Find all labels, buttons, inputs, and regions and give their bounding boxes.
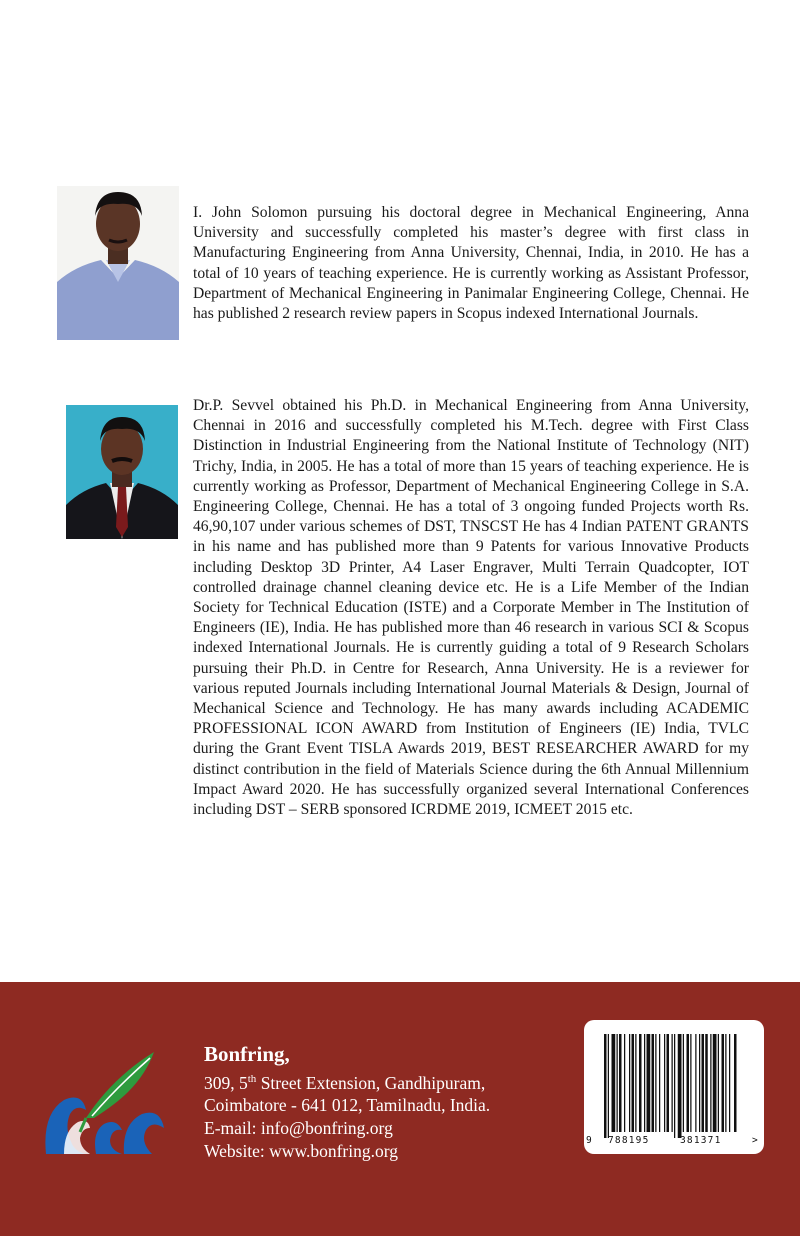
barcode-group-1: 788195 — [608, 1135, 650, 1146]
author1-photo — [57, 186, 179, 340]
barcode-bar — [632, 1034, 635, 1132]
barcode-bar — [655, 1034, 656, 1132]
publisher-logo — [42, 1048, 166, 1158]
barcode-bar — [667, 1034, 670, 1132]
barcode-bar — [624, 1034, 625, 1132]
barcode-bar — [617, 1034, 618, 1132]
barcode-bar — [672, 1034, 673, 1132]
barcode-bar — [608, 1034, 609, 1138]
barcode-bar — [647, 1034, 651, 1132]
barcode-icon — [594, 1034, 754, 1138]
publisher-city: Coimbatore - 641 012, Tamilnadu, India. — [204, 1095, 491, 1116]
barcode-bar — [644, 1034, 645, 1132]
quill-wave-logo-icon — [42, 1048, 166, 1158]
barcode-bar — [695, 1034, 696, 1132]
barcode-bar — [705, 1034, 708, 1132]
barcode-bar — [734, 1034, 737, 1132]
isbn-barcode — [584, 1020, 764, 1154]
barcode-bar — [725, 1034, 726, 1132]
barcode-bar — [690, 1034, 691, 1132]
barcode-bar — [687, 1034, 690, 1132]
barcode-bar — [635, 1034, 636, 1132]
barcode-bar — [619, 1034, 622, 1132]
barcode-bar — [702, 1034, 705, 1132]
barcode-lead-digit: 9 — [586, 1135, 593, 1146]
barcode-bar — [674, 1034, 675, 1138]
barcode-bar — [629, 1034, 630, 1132]
publisher-name: Bonfring, — [204, 1042, 290, 1066]
publisher-email[interactable]: E-mail: info@bonfring.org — [204, 1118, 393, 1139]
barcode-bar — [678, 1034, 682, 1138]
address-number: 309, 5 — [204, 1072, 248, 1093]
barcode-bar — [652, 1034, 655, 1132]
person-portrait-icon — [66, 405, 178, 539]
barcode-bar — [722, 1034, 725, 1132]
barcode-bar — [718, 1034, 719, 1132]
barcode-arrow: > — [752, 1135, 759, 1146]
barcode-bar — [729, 1034, 730, 1132]
barcode-bar — [639, 1034, 642, 1132]
publisher-details — [204, 1041, 490, 1162]
barcode-bar — [699, 1034, 700, 1132]
barcode-group-2: 381371 — [680, 1135, 722, 1146]
barcode-bar — [664, 1034, 665, 1132]
author2-bio: Dr.P. Sevvel obtained his Ph.D. in Mechanical Engineering from Anna University, Chennai in 2016 and successfully completed his M.Tech. degree with First Class Distinction in Industrial Engineering from the National Institute of Technology (NIT) Trichy, India, in 2005. He has a total of more than 15 years of teaching experience. He is currently working as Professor, Department of Mechanical Engineering College in S.A. Engineering College, Chennai. He has a total of 3 ongoing funded Projects worth Rs. 46,90,107 under various schemes of DST, TNSCST He has 4 Indian PATENT GRANTS in his name and has published more than 9 Patents for various Innovative Products including Desktop 3D Printer, A4 Laser Engraver, Multi Terrain Quadcopter, IOT controlled drainage channel cleaning device etc. He is a Life Member of the Indian Society for Technical Education (ISTE) and a Corporate Member in The Institution of Engineers (IE), India. He has published more than 46 research in various SCI & Scopus indexed International Journals. He is currently guiding a total of 9 Research Scholars pursuing their Ph.D. in Centre for Research, Anna University. He is a reviewer for various reputed Journals including International Journal Materials & Design, Journal of Mechanical Science and Technology. He has many awards including ACADEMIC PROFESSIONAL ICON AWARD from Institution of Engineers (IE) India, TVLC during the Grant Event TISLA Awards 2019, BEST RESEARCHER AWARD for my distinct contribution in the field of Materials Science during the 6th Annual Millennium Impact Award 2020. He has successfully organized several International Conferences including DST – SERB sponsored ICRDME 2019, ICMEET 2015 etc. — [193, 397, 749, 819]
address-superscript: th — [247, 1073, 257, 1085]
author1-bio: I. John Solomon pursuing his doctoral degree in Mechanical Engineering, Anna University and successfully completed his master’s degree with first class in Manufacturing Engineering from Anna University, Chennai, India, in 2010. He has a total of 10 years of teaching experience. He is currently working as Assistant Professor, Department of Mechanical Engineering in Panimalar Engineering College, Chennai. He has published 2 research review papers in Scopus indexed International Journals. — [193, 204, 749, 323]
barcode-bar — [710, 1034, 711, 1132]
person-portrait-icon — [57, 186, 179, 340]
publisher-address — [204, 1068, 490, 1094]
publisher-website[interactable]: Website: www.bonfring.org — [204, 1140, 398, 1161]
author2-photo — [66, 405, 178, 539]
barcode-bar — [604, 1034, 607, 1138]
barcode-bar — [659, 1034, 660, 1132]
barcode-bar — [612, 1034, 616, 1132]
barcode-bar — [713, 1034, 717, 1132]
barcode-bar — [683, 1034, 684, 1132]
address-street: Street Extension, Gandhipuram, — [256, 1072, 486, 1093]
